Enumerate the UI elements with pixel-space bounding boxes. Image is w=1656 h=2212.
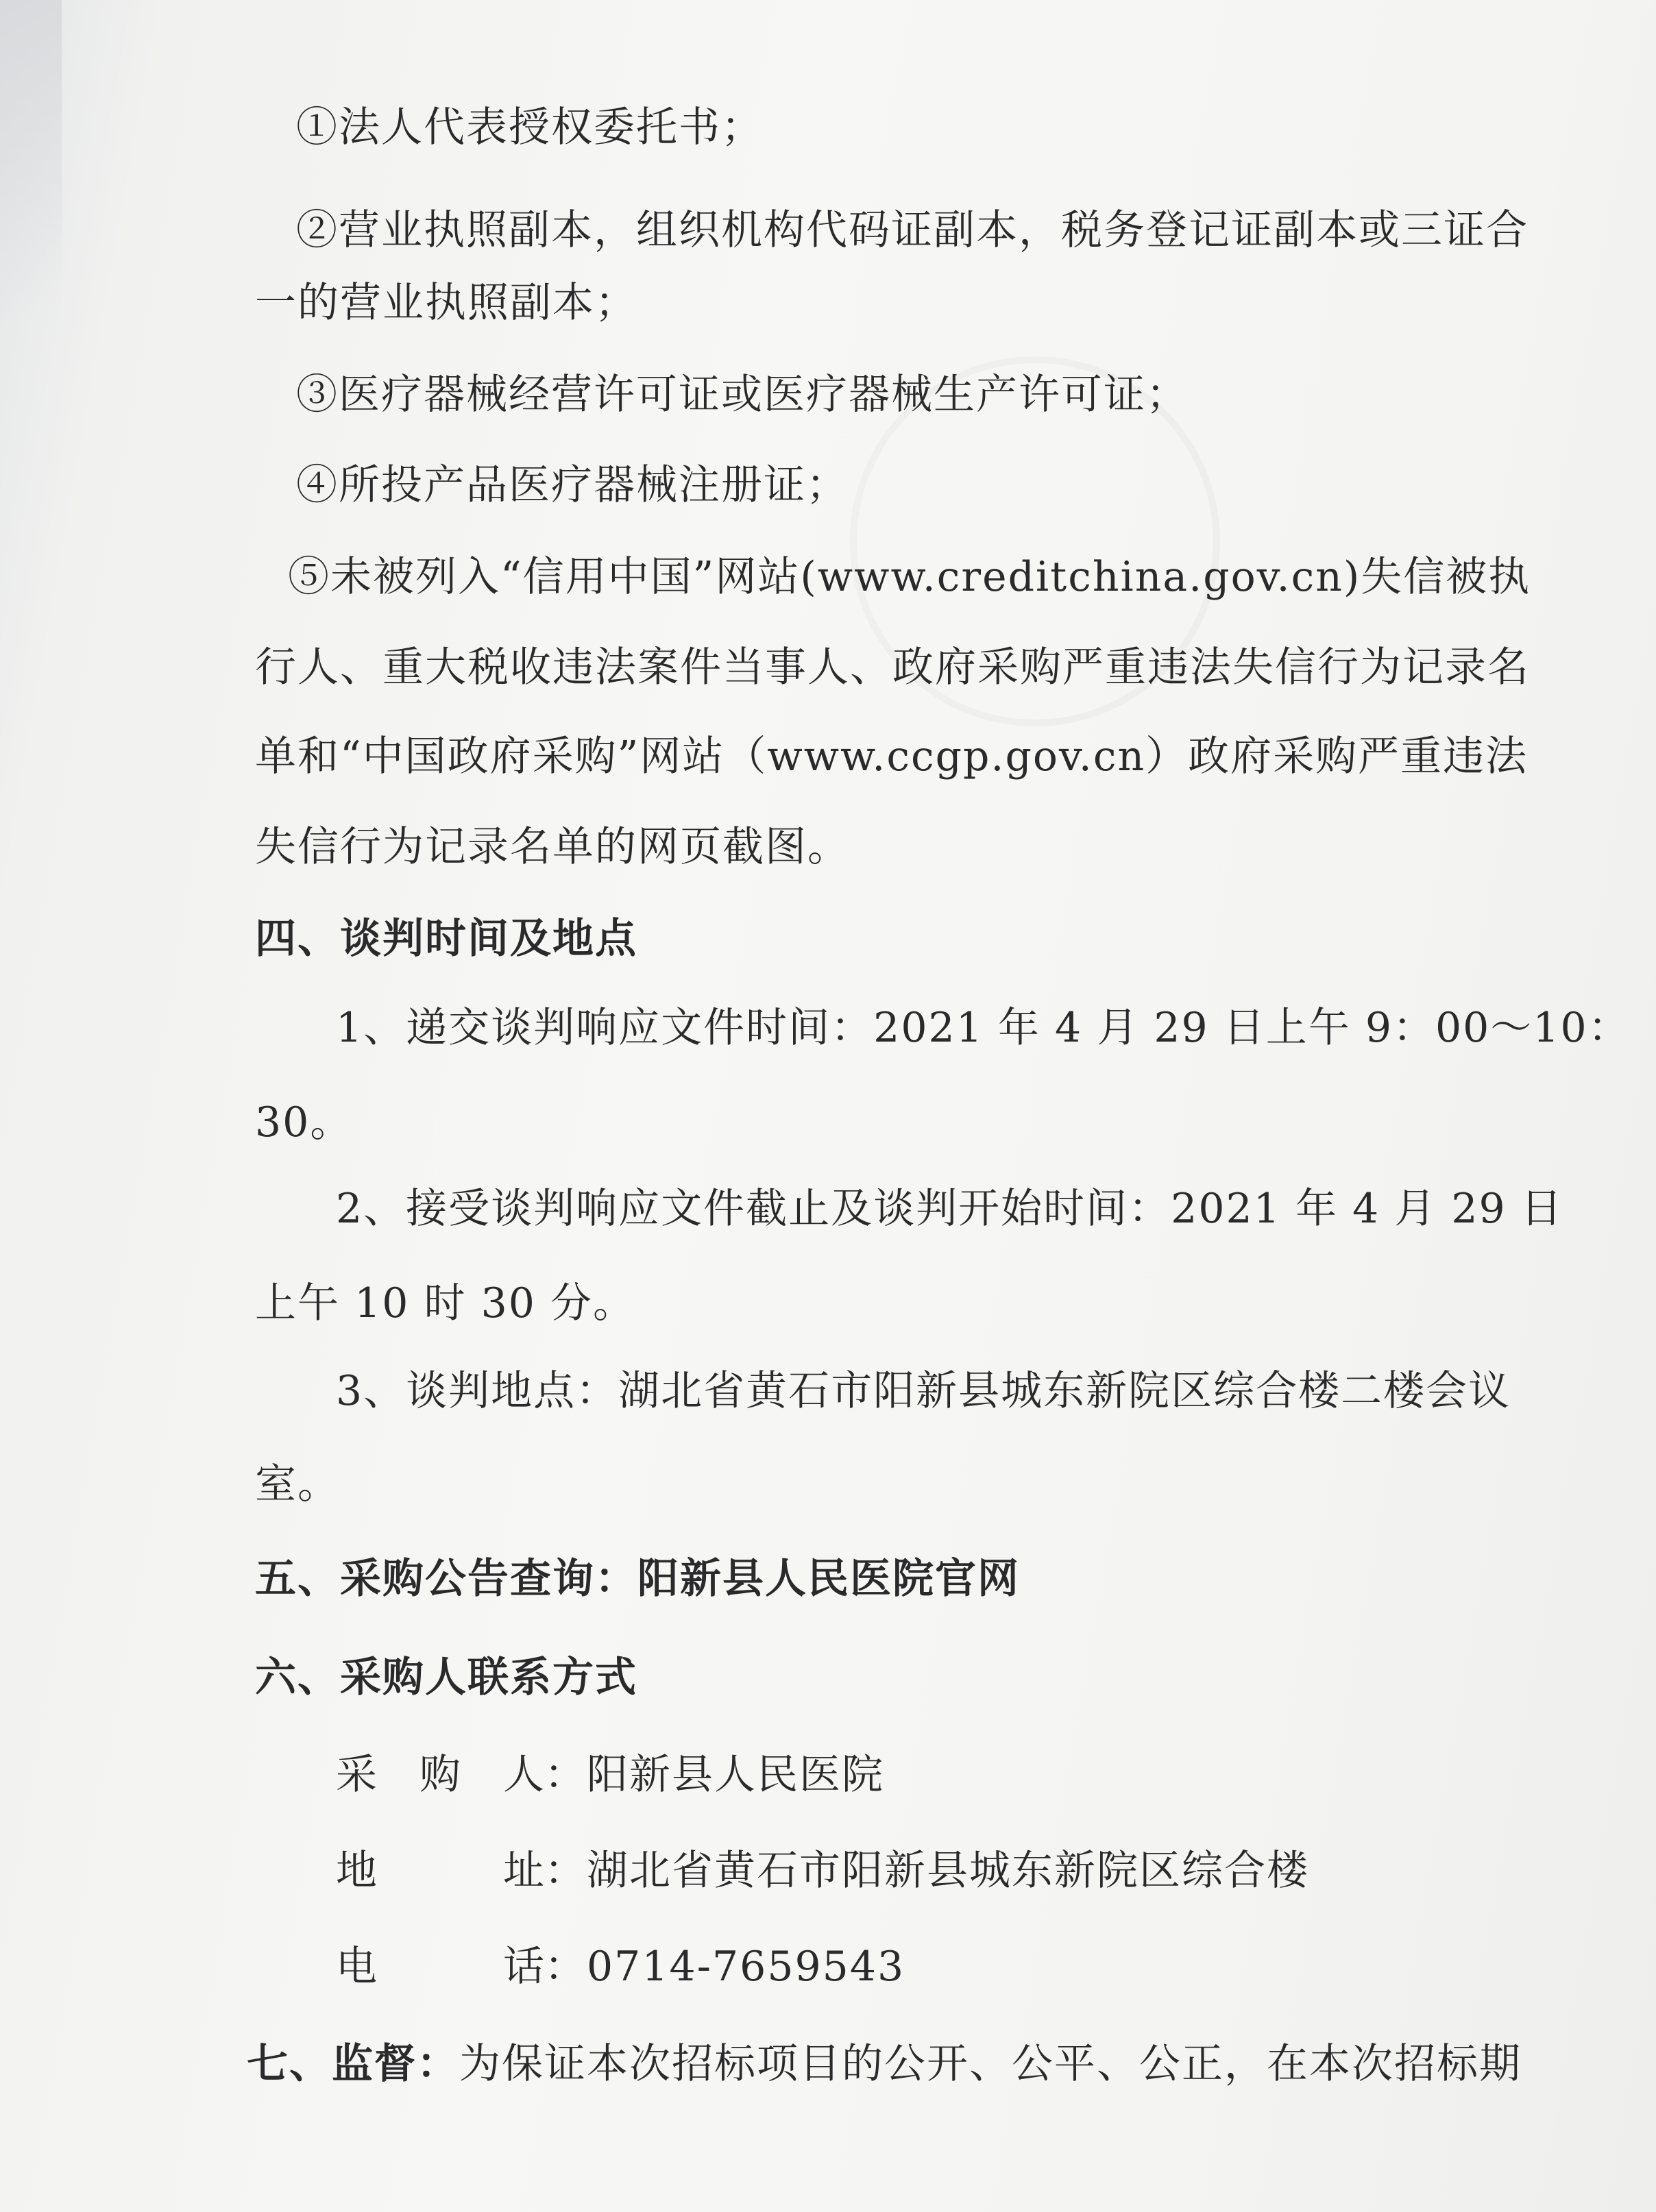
address-label: 地 址	[336, 1847, 544, 1895]
phone-value: ：0714-7659543	[544, 1943, 905, 1991]
section-4-item-1-line-2: 30。	[255, 1098, 353, 1146]
list-item-credit-4: 失信行为记录名单的网页截图。	[255, 823, 850, 871]
purchaser-label: 采 购 人	[336, 1751, 544, 1799]
list-item-medical-license: ③医疗器械经营许可证或医疗器械生产许可证；	[296, 371, 1189, 419]
section-4-item-2-line-2: 上午 10 时 30 分。	[255, 1279, 635, 1327]
phone-row	[336, 1939, 905, 1994]
list-item-credit-3: 单和“中国政府采购”网站（www.ccgp.gov.cn）政府采购严重违法	[255, 733, 1529, 781]
section-4-item-3-line-1: 3、谈判地点：湖北省黄石市阳新县城东新院区综合楼二楼会议	[336, 1367, 1511, 1415]
list-item-registration: ④所投产品医疗器械注册证；	[296, 461, 849, 509]
list-item-authorization: ①法人代表授权委托书；	[296, 103, 764, 151]
section-4-item-3-line-2: 室。	[255, 1460, 340, 1508]
section-4-item-2-line-1: 2、接受谈判响应文件截止及谈判开始时间：2021 年 4 月 29 日	[336, 1185, 1563, 1233]
section-7-text: 为保证本次招标项目的公开、公平、公正，在本次招标期	[459, 2040, 1522, 2088]
list-item-business-license-2: 一的营业执照副本；	[255, 279, 637, 327]
section-6-heading: 六、采购人联系方式	[255, 1654, 637, 1701]
phone-label: 电 话	[336, 1943, 544, 1991]
list-item-credit-2: 行人、重大税收违法案件当事人、政府采购严重违法失信行为记录名	[255, 643, 1530, 691]
section-4-item-1-line-1: 1、递交谈判响应文件时间：2021 年 4 月 29 日上午 9：00～10：	[336, 1004, 1631, 1052]
address-row	[336, 1843, 1309, 1898]
section-7-heading: 七、监督：	[247, 2040, 459, 2088]
section-7-row	[247, 2037, 1522, 2091]
section-5-heading: 五、采购公告查询：阳新县人民医院官网	[255, 1555, 1020, 1603]
address-value: ：湖北省黄石市阳新县城东新院区综合楼	[544, 1847, 1309, 1895]
purchaser-row	[336, 1747, 884, 1802]
page-fold-shadow	[0, 0, 62, 384]
section-4-heading: 四、谈判时间及地点	[255, 915, 637, 963]
list-item-business-license-1: ②营业执照副本，组织机构代码证副本，税务登记证副本或三证合	[296, 206, 1529, 254]
list-item-credit-1: ⑤未被列入“信用中国”网站(www.creditchina.gov.cn)失信被执	[288, 553, 1531, 601]
purchaser-value: ：阳新县人民医院	[544, 1751, 884, 1799]
